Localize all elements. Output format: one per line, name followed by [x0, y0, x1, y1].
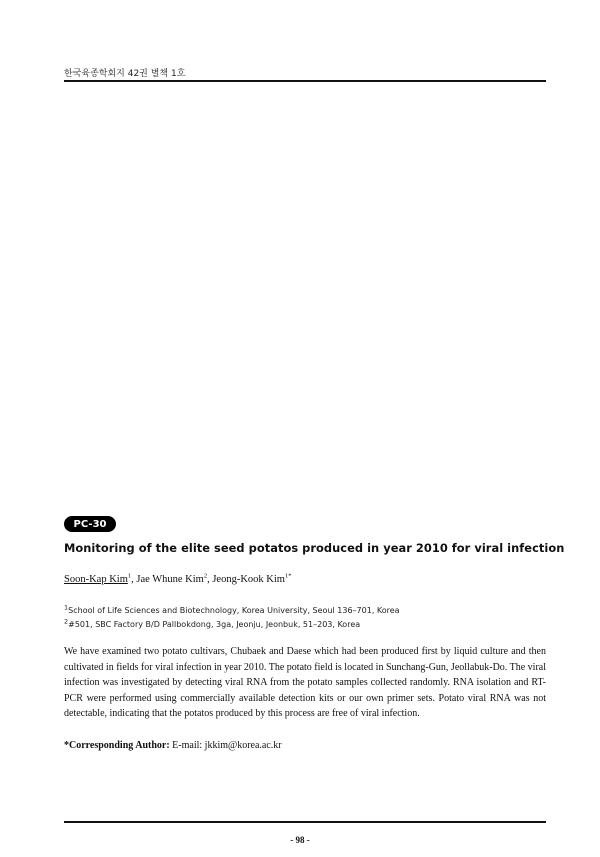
page-number: - 98 -	[290, 835, 310, 845]
footer-rule	[64, 821, 546, 823]
affiliation-text: School of Life Sciences and Biotechnology, Korea University, Seoul 136–701, Korea	[68, 606, 400, 615]
author-affiliation-mark: 2	[203, 572, 208, 580]
author-list	[64, 574, 291, 585]
author-affiliation-mark: 1*	[284, 572, 292, 580]
author-separator: ,	[207, 574, 213, 585]
affiliation-text: #501, SBC Factory B/D Pallbokdong, 3ga, Jeonju, Jeonbuk, 51–203, Korea	[68, 620, 361, 629]
corresponding-label: *Corresponding Author:	[64, 740, 170, 751]
affiliation-line	[64, 617, 361, 629]
author-name: Jeong-Kook Kim	[212, 574, 285, 585]
affiliation-line	[64, 603, 400, 615]
header-rule	[64, 80, 546, 82]
author-separator: ,	[131, 574, 137, 585]
affiliation-mark: 1	[64, 603, 69, 612]
author-affiliation-mark: 1	[127, 572, 132, 580]
paper-title: Monitoring of the elite seed potatos produced in year 2010 for viral infection	[64, 541, 565, 555]
poster-id-badge: PC-30	[64, 516, 116, 532]
journal-header: 한국육종학회지 42권 별책 1호	[64, 69, 186, 79]
author-name: Soon-Kap Kim	[64, 574, 128, 585]
author-name: Jae Whune Kim	[136, 574, 204, 585]
abstract-text: We have examined two potato cultivars, Chubaek and Daese which had been produced first by liquid culture and then cultivated in fields for viral infection in year 2010. The potato field is located in Sunchang-Gun, Jeollabuk-Do. The viral infection was investigated by detecting viral RNA from the potato samples collected randomly. RNA isolation and RT-PCR were performed using commercially available detection kits or our own primer sets. Potato viral RNA was not detectable, indicating that the potatos produced by this process are free of viral infection.	[64, 646, 547, 720]
corresponding-author	[64, 740, 282, 751]
corresponding-email: E-mail: jkkim@korea.ac.kr	[172, 740, 282, 751]
affiliation-mark: 2	[64, 617, 69, 626]
